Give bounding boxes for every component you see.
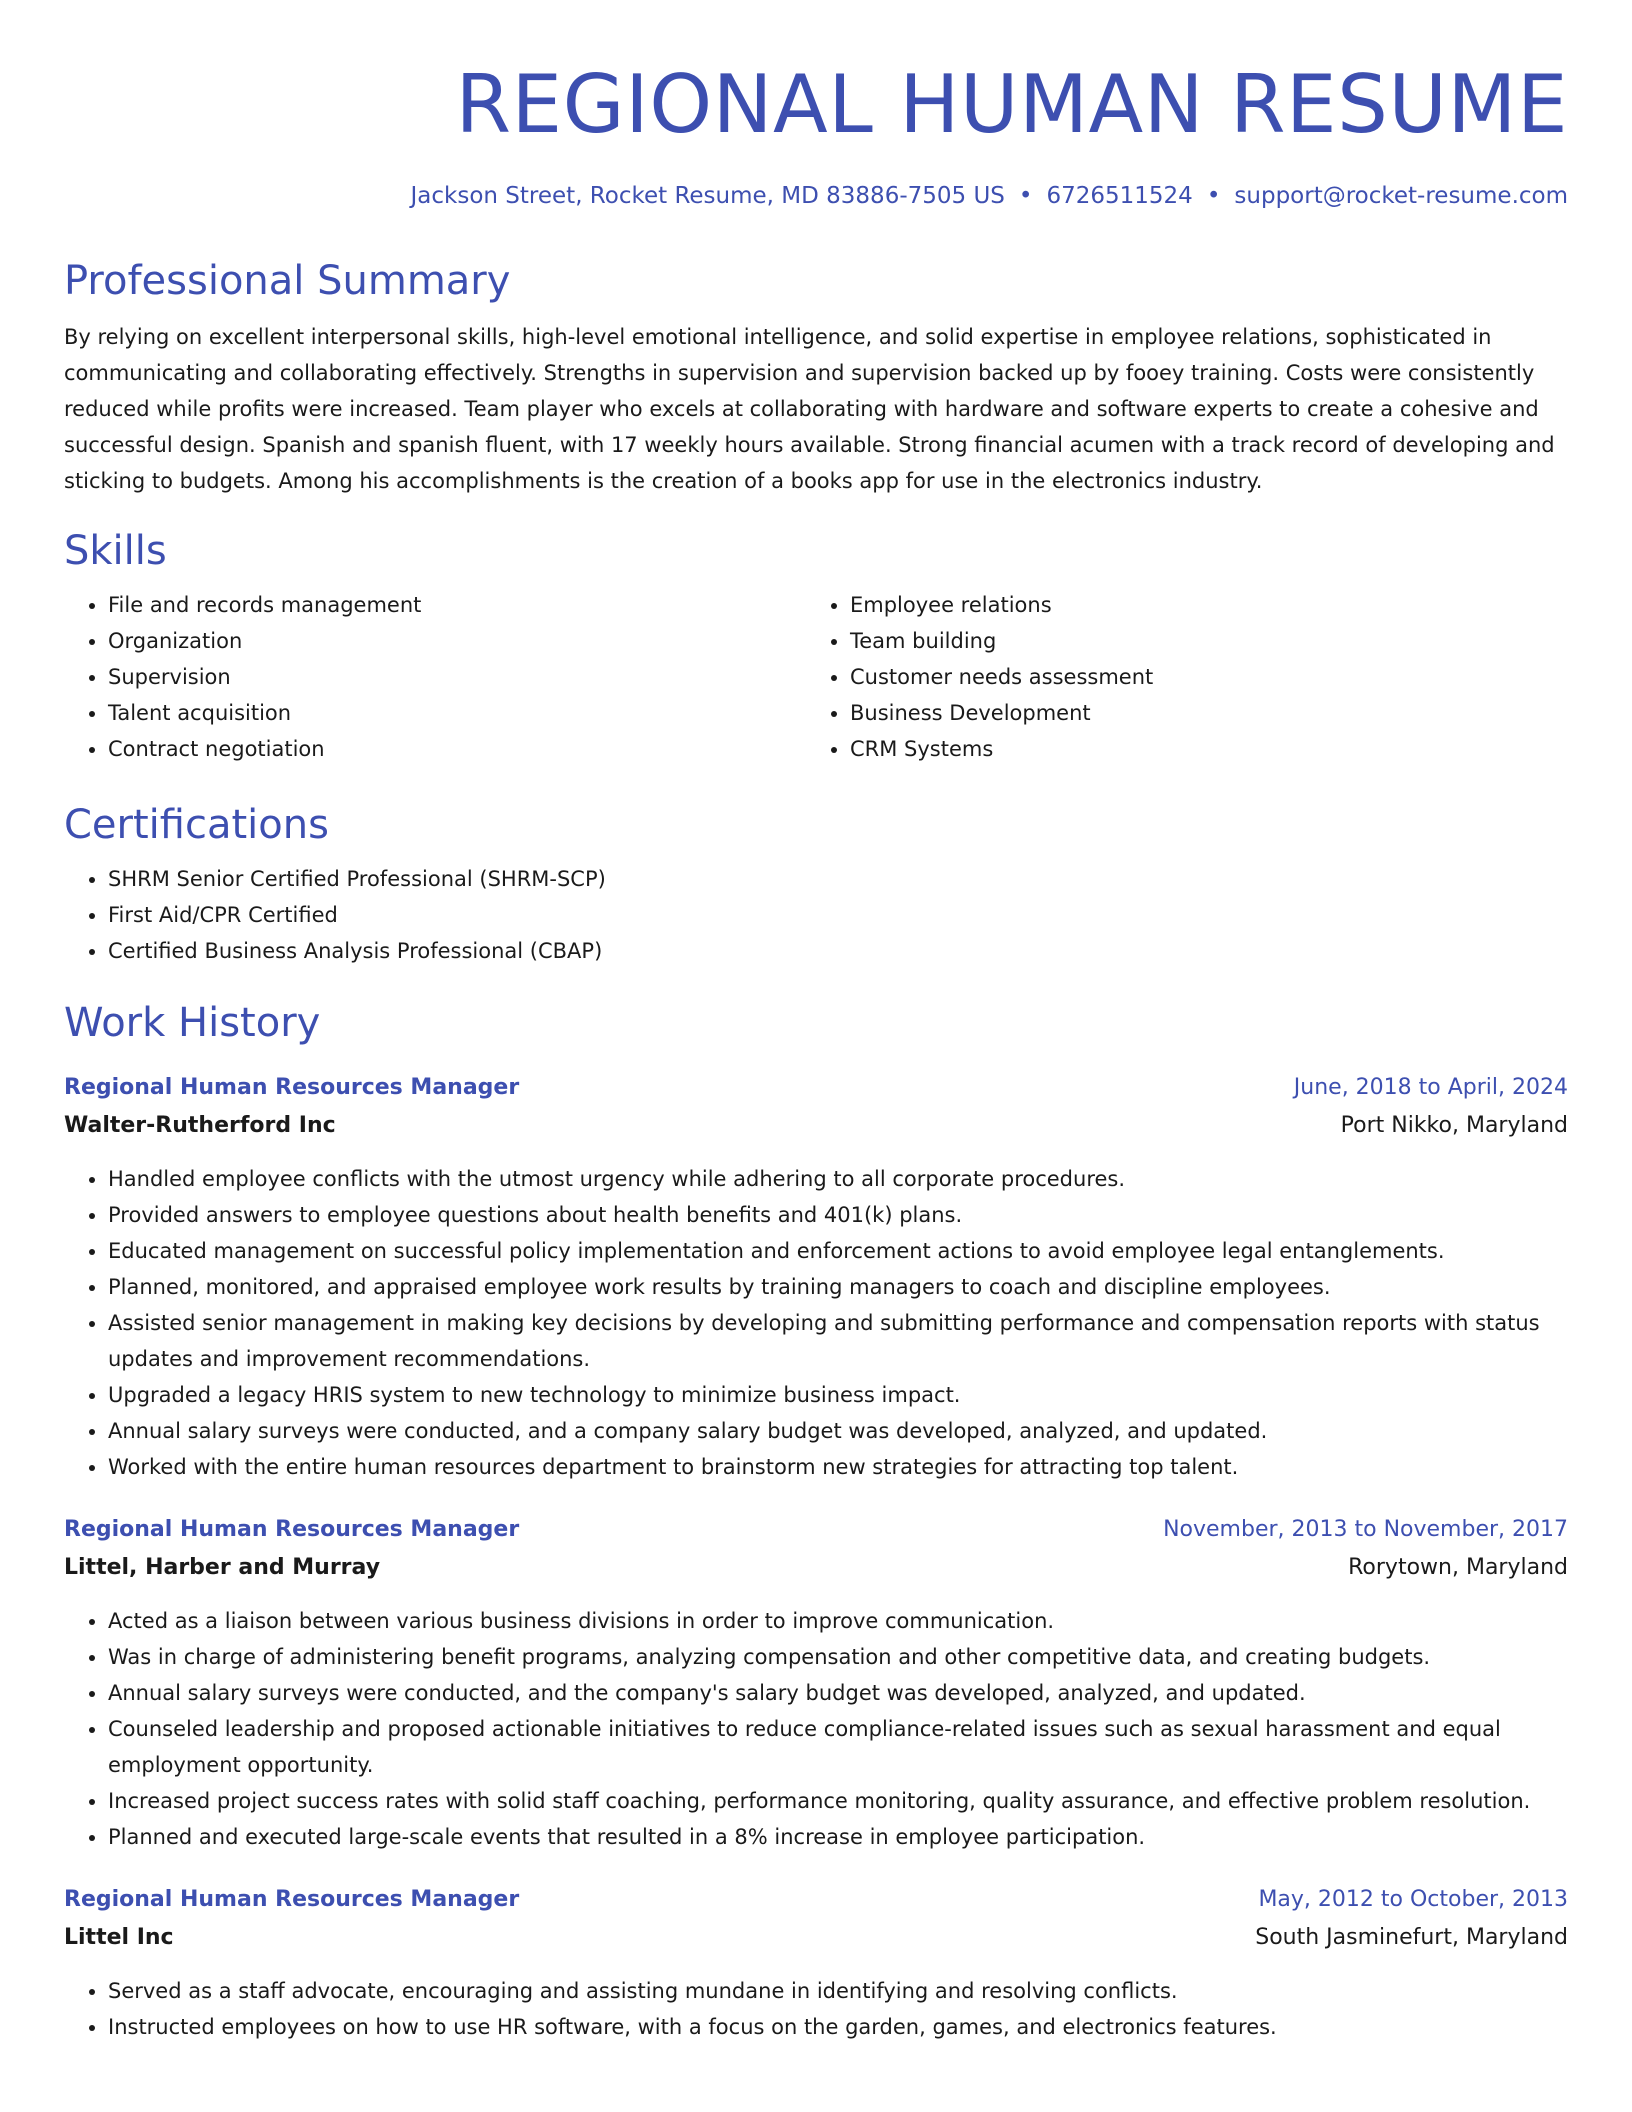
job-bullet: • Planned, monitored, and appraised employee work results by training managers to coach and discipline employees.: [108, 1269, 1568, 1305]
job-entry: [64, 1069, 1568, 1485]
job-bullet: • Annual salary surveys were conducted, and the company's salary budget was developed, analyzed, and updated.: [108, 1675, 1568, 1711]
job-dates: May, 2012 to October, 2013: [1258, 1887, 1568, 1912]
job-bullet: • Educated management on successful policy implementation and enforcement actions to avoid employee legal entanglements.: [108, 1233, 1568, 1269]
job-bullet: • Counseled leadership and proposed actionable initiatives to reduce compliance-related issues such as sexual harassment and equal employment opportunity.: [108, 1711, 1568, 1783]
job-entry: [64, 1881, 1568, 2045]
summary-heading: Professional Summary: [64, 258, 511, 304]
job-bullet: • Was in charge of administering benefit programs, analyzing compensation and other competitive data, and creating budgets.: [108, 1639, 1568, 1675]
job-company: Walter-Rutherford Inc: [64, 1113, 336, 1138]
job-bullet: • Annual salary surveys were conducted, and a company salary budget was developed, analyzed, and updated.: [108, 1413, 1568, 1449]
skill-item: • CRM Systems: [850, 731, 1548, 767]
job-location: Rorytown, Maryland: [1348, 1555, 1568, 1580]
skill-item: • Employee relations: [850, 587, 1548, 623]
job-title: Regional Human Resources Manager: [64, 1887, 520, 1912]
job-location: South Jasminefurt, Maryland: [1255, 1925, 1568, 1950]
job-company-row: [64, 1107, 1568, 1145]
skill-item: • Talent acquisition: [108, 695, 806, 731]
job-bullet: • Served as a staff advocate, encouraging and assisting mundane in identifying and resolving conflicts.: [108, 1973, 1568, 2009]
certification-item: • First Aid/CPR Certified: [108, 897, 1568, 933]
skills-grid: [64, 587, 1568, 767]
certification-item: • SHRM Senior Certified Professional (SHRM-SCP): [108, 861, 1568, 897]
job-bullet: • Upgraded a legacy HRIS system to new technology to minimize business impact.: [108, 1377, 1568, 1413]
contact-phone: 6726511524: [1046, 183, 1193, 209]
certifications-heading: Certifications: [64, 802, 329, 848]
job-bullets: [64, 1161, 1568, 1485]
job-title: Regional Human Resources Manager: [64, 1517, 520, 1542]
skill-item: • Business Development: [850, 695, 1548, 731]
job-company: Littel, Harber and Murray: [64, 1555, 381, 1580]
resume-name: REGIONAL HUMAN RESUME: [455, 58, 1568, 151]
certifications-list: [64, 861, 1568, 969]
resume-page: [64, 0, 1568, 2045]
contact-line: [64, 183, 1568, 209]
job-entry: [64, 1511, 1568, 1855]
job-header-row: [64, 1511, 1568, 1549]
skill-item: • File and records management: [108, 587, 806, 623]
skills-list-left: [64, 587, 806, 767]
job-bullet: • Increased project success rates with solid staff coaching, performance monitoring, quality assurance, and effective problem resolution.: [108, 1783, 1568, 1819]
certification-item: • Certified Business Analysis Professional (CBAP): [108, 933, 1568, 969]
job-header-row: [64, 1881, 1568, 1919]
job-bullet: • Acted as a liaison between various business divisions in order to improve communication.: [108, 1603, 1568, 1639]
contact-separator: •: [1018, 183, 1033, 209]
job-company-row: [64, 1919, 1568, 1957]
job-title: Regional Human Resources Manager: [64, 1075, 520, 1100]
job-bullet: • Assisted senior management in making key decisions by developing and submitting performance and compensation reports with status updates and improvement recommendations.: [108, 1305, 1568, 1377]
contact-email: support@rocket-resume.com: [1234, 183, 1568, 209]
skills-list-right: [806, 587, 1548, 767]
skill-item: • Organization: [108, 623, 806, 659]
job-bullet: • Handled employee conflicts with the utmost urgency while adhering to all corporate procedures.: [108, 1161, 1568, 1197]
job-dates: November, 2013 to November, 2017: [1163, 1517, 1568, 1542]
job-bullet: • Provided answers to employee questions about health benefits and 401(k) plans.: [108, 1197, 1568, 1233]
job-company: Littel Inc: [64, 1925, 174, 1950]
skills-heading: Skills: [64, 528, 167, 574]
job-bullet: • Planned and executed large-scale events that resulted in a 8% increase in employee participation.: [108, 1819, 1568, 1855]
job-bullets: [64, 1603, 1568, 1855]
skill-item: • Team building: [850, 623, 1548, 659]
contact-address: Jackson Street, Rocket Resume, MD 83886-7505 US: [410, 183, 1005, 209]
job-bullet: • Instructed employees on how to use HR software, with a focus on the garden, games, and electronics features.: [108, 2009, 1568, 2045]
skills-column-right: [806, 587, 1548, 767]
contact-separator: •: [1206, 183, 1221, 209]
job-location: Port Nikko, Maryland: [1340, 1113, 1568, 1138]
skills-column-left: [64, 587, 806, 767]
skill-item: • Contract negotiation: [108, 731, 806, 767]
work-history-heading: Work History: [64, 1000, 321, 1046]
job-dates: June, 2018 to April, 2024: [1293, 1075, 1568, 1100]
skill-item: • Supervision: [108, 659, 806, 695]
job-bullets: [64, 1973, 1568, 2045]
skill-item: • Customer needs assessment: [850, 659, 1548, 695]
job-company-row: [64, 1549, 1568, 1587]
summary-text: By relying on excellent interpersonal skills, high-level emotional intelligence, and solid expertise in employee relations, sophisticated in communicating and collaborating effectively. Strengths in supervision and supervision backed up by fooey training. Costs were consistently reduced while profits were increased. Team player who excels at collaborating with hardware and software experts to create a cohesive and successful design. Spanish and spanish fluent, with 17 weekly hours available. Strong financial acumen with a track record of developing and sticking to budgets. Among his accomplishments is the creation of a books app for use in the electronics industry.: [64, 325, 1555, 493]
job-bullet: • Worked with the entire human resources department to brainstorm new strategies for attracting top talent.: [108, 1449, 1568, 1485]
job-header-row: [64, 1069, 1568, 1107]
